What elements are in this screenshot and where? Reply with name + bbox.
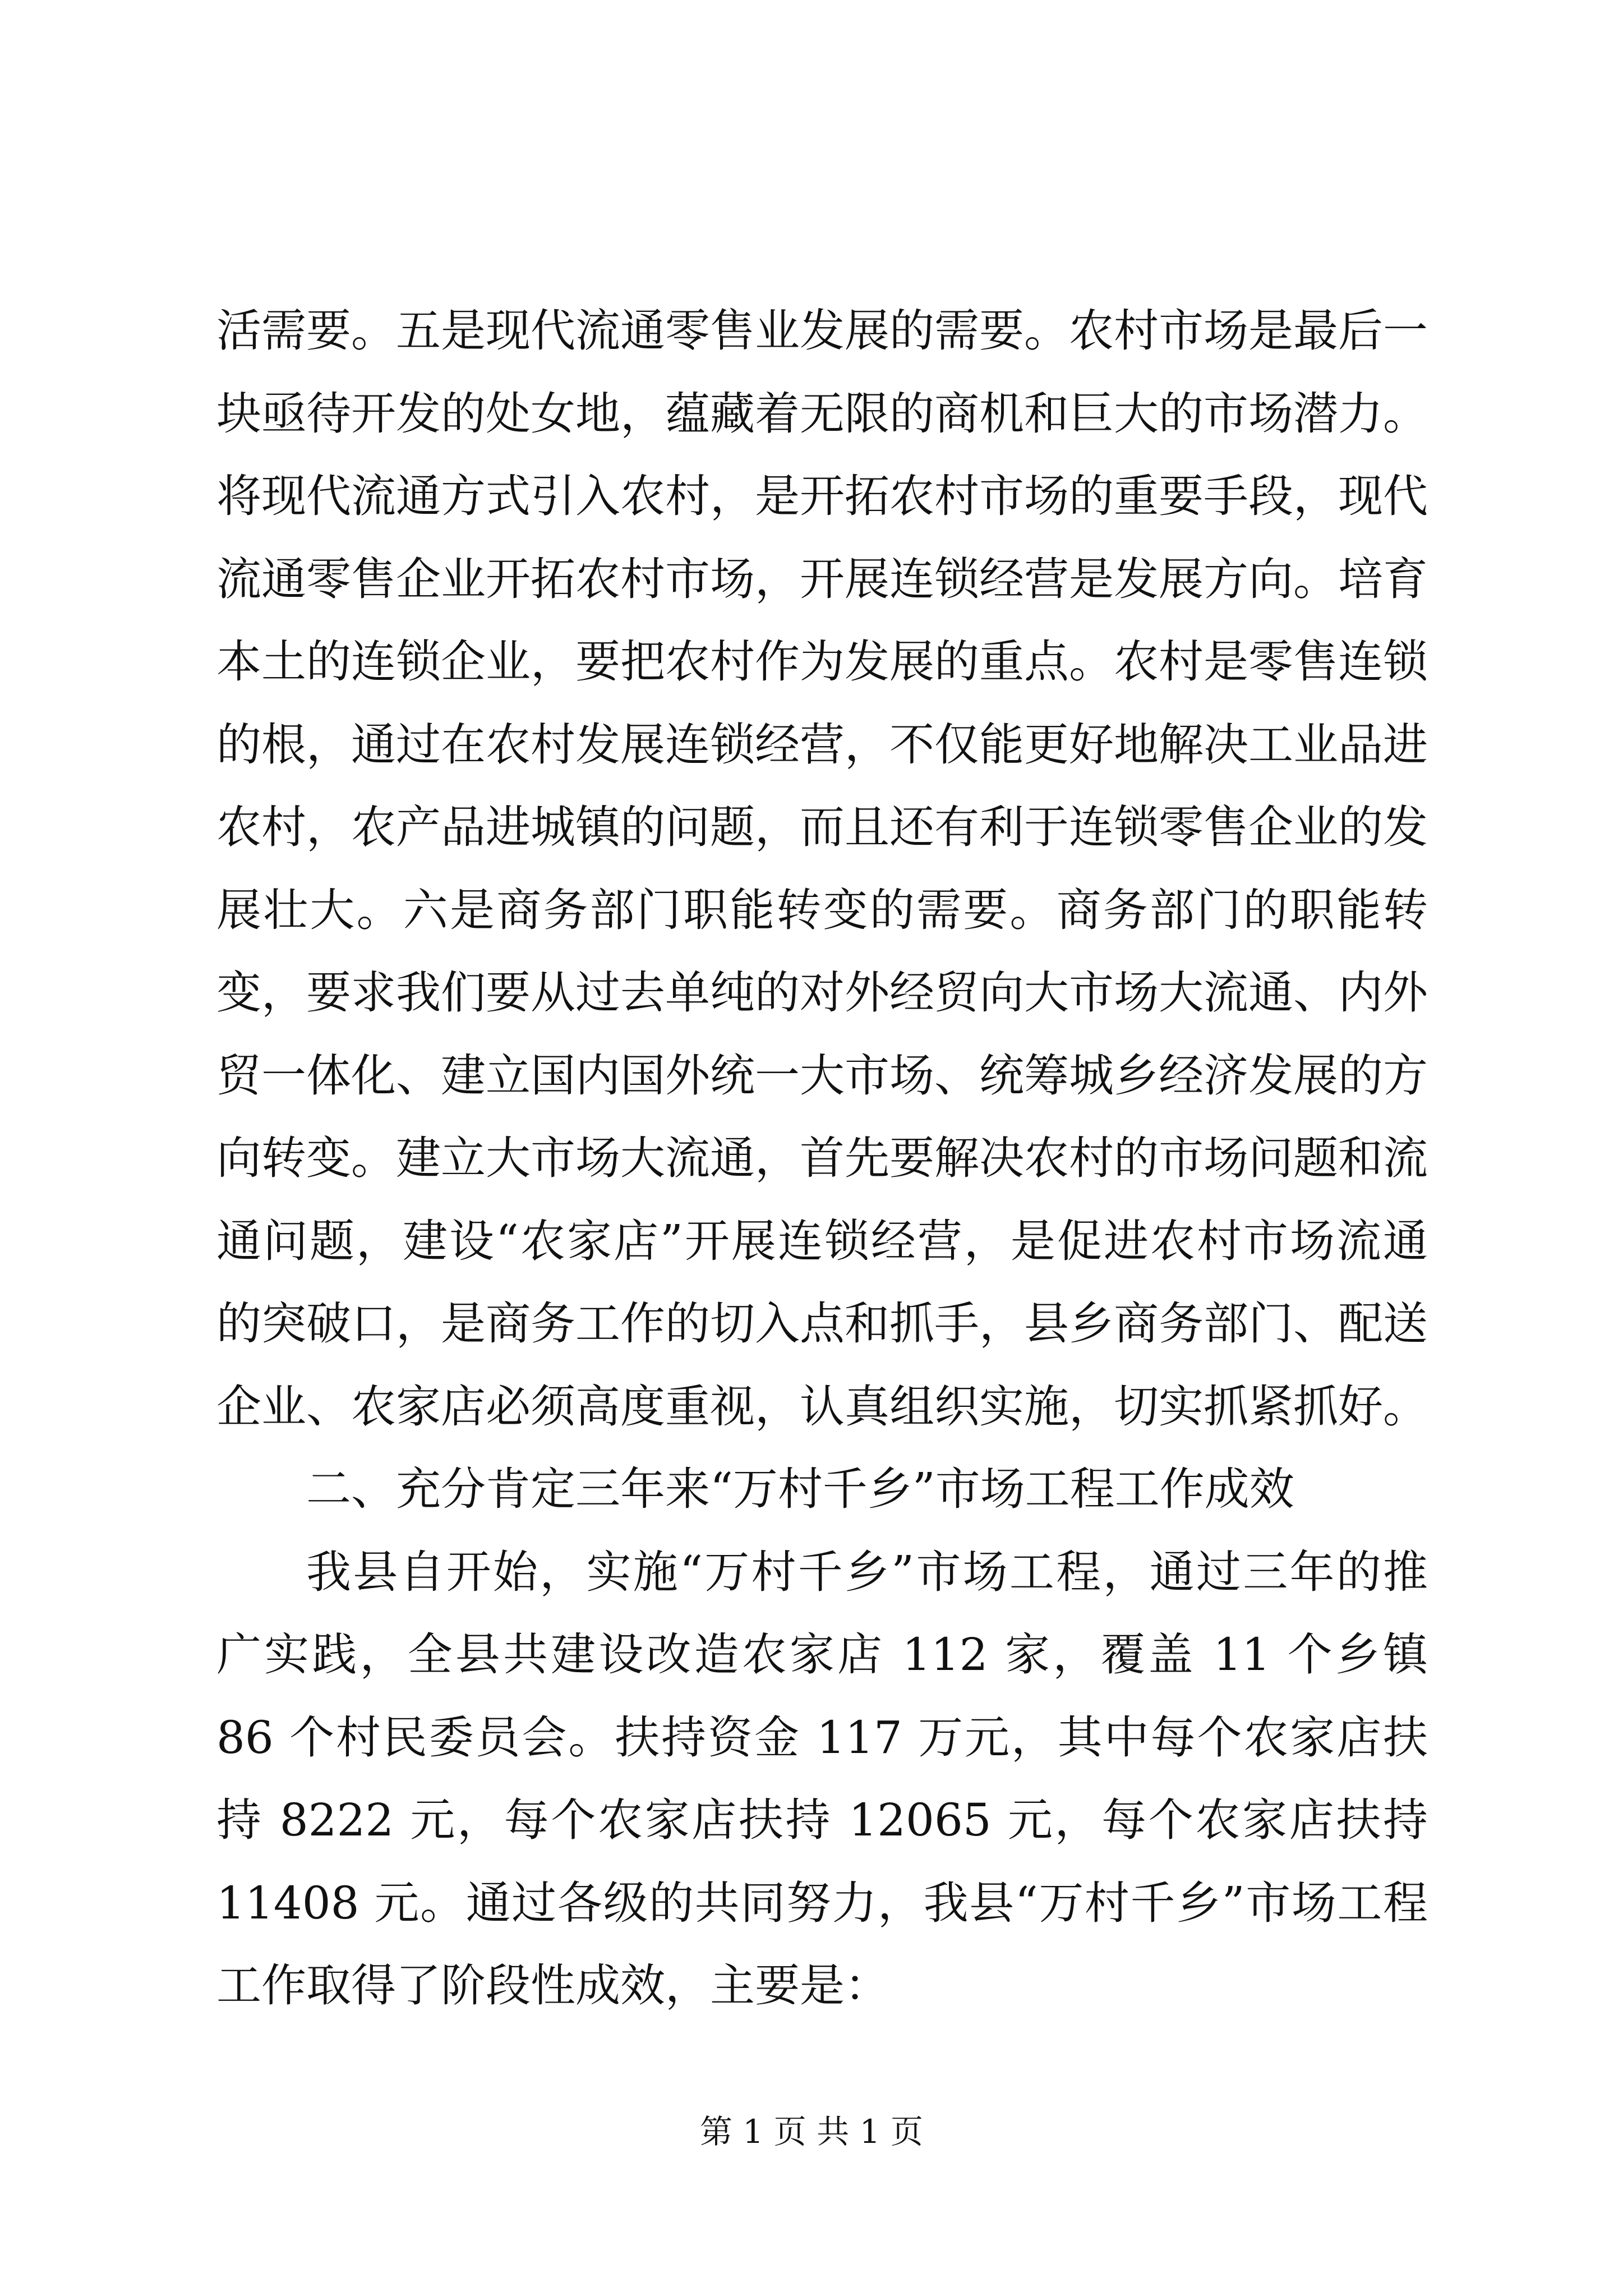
body-paragraph-results: 我县自开始，实施“万村千乡”市场工程，通过三年的推广实践，全县共建设改造农家店 112 家，覆盖 11 个乡镇 86 个村民委员会。扶持资金 117 万元，其中每个农家店扶持 8222 元，每个农家店扶持 12065 元，每个农家店扶持 11408 元。通过各级的共同努力，我县“万村千乡”市场工程工作取得了阶段性成效，主要是： xyxy=(216,1545,1428,2012)
body-paragraph-continuation: 活需要。五是现代流通零售业发展的需要。农村市场是最后一块亟待开发的处女地，蕴藏着无限的商机和巨大的市场潜力。将现代流通方式引入农村，是开拓农村市场的重要手段，现代流通零售企业开拓农村市场，开展连锁经营是发展方向。培育本土的连锁企业，要把农村作为发展的重点。农村是零售连锁的根，通过在农村发展连锁经营，不仅能更好地解决工业品进农村，农产品进城镇的问题，而且还有利于连锁零售企业的发展壮大。六是商务部门职能转变的需要。商务部门的职能转变，要求我们要从过去单纯的对外经贸向大市场大流通、内外贸一体化、建立国内国外统一大市场、统筹城乡经济发展的方向转变。建立大市场大流通，首先要解决农村的市场问题和流通问题，建设“农家店”开展连锁经营，是促进农村市场流通的突破口，是商务工作的切入点和抓手，县乡商务部门、配送企业、农家店必须高度重视，认真组织实施，切实抓紧抓好。 xyxy=(216,305,1428,1433)
section-heading: 二、充分肯定三年来“万村千乡”市场工程工作成效 xyxy=(306,1463,1294,1515)
page-footer xyxy=(0,2109,1623,2154)
page-number-label: 第 1 页 共 1 页 xyxy=(700,2113,923,2151)
document-body xyxy=(216,289,1428,2027)
